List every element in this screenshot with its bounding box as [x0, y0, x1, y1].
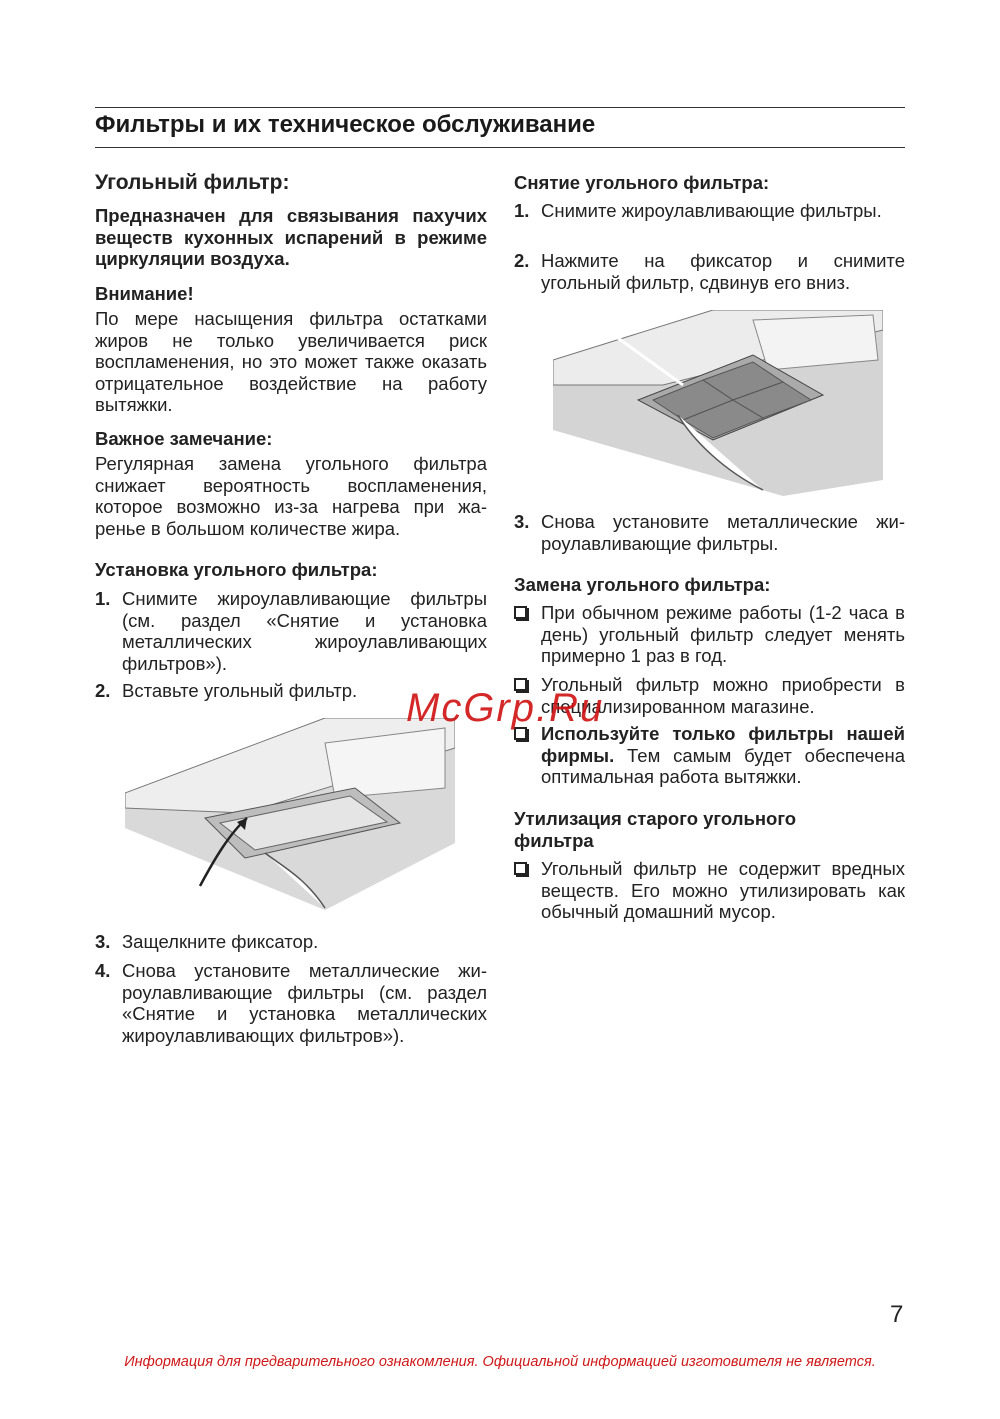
step-text: Снова установите металлические жироулавливающие фильтры. — [541, 511, 905, 554]
title-rule — [95, 147, 905, 148]
install-step — [95, 931, 487, 953]
step-number: 1. — [514, 200, 530, 221]
warning-text: По мере насыщения фильтра остатками жиров не только увеличивается риск воспламенения, но это может также оказать отрицательное воздействие на работу вытяжки. — [95, 308, 487, 415]
watermark: McGrp.Ru — [406, 686, 605, 730]
step-text: Нажмите на фиксатор и снимите угольный фильтр, сдвинув его вниз. — [541, 250, 905, 293]
note-title: Важное замечание: — [95, 428, 273, 449]
remove-step — [514, 250, 905, 293]
step-number: 1. — [95, 588, 111, 609]
replace-item — [514, 602, 905, 667]
install-title: Установка угольного фильтра: — [95, 559, 378, 580]
remove-title: Снятие угольного фильтра: — [514, 172, 770, 193]
page-title: Фильтры и их техническое обслуживание — [95, 111, 596, 138]
install-step — [95, 960, 487, 1046]
dispose-title: Утилизация старого угольного фильтра — [514, 808, 797, 851]
purpose-text: Предназначен для связывания пахучих веществ кухонных испарений в режиме циркуляции воздуха. — [95, 205, 487, 269]
replace-title: Замена угольного фильтра: — [514, 574, 771, 595]
item-text: Угольный фильтр не содержит вредных веществ. Его можно утилизировать как обычный домашний мусор. — [541, 858, 905, 922]
item-text: При обычном режиме работы (1-2 часа в день) угольный фильтр следует менять примерно 1 раз в год. — [541, 602, 905, 666]
warning-title: Внимание! — [95, 283, 194, 304]
checkbox-bullet-icon — [514, 606, 527, 619]
replace-item — [514, 723, 905, 788]
footer-disclaimer: Информация для предварительного ознакомления. Официальной информацией изготовителя не является. — [124, 1354, 876, 1370]
step-text: Снова установите металлические жироулавливающие фильтры (см. раздел «Снятие и установка металлических жироулавливающих фильтров»). — [122, 960, 487, 1046]
page-number: 7 — [890, 1301, 904, 1328]
install-step — [95, 588, 487, 674]
item-bold-text: Используйте только фильтры нашей фирмы. — [541, 723, 905, 766]
step-number: 3. — [95, 931, 111, 952]
remove-step — [514, 200, 905, 222]
step-text: Снимите жироулавливающие фильтры (см. раздел «Снятие и установка металлических жироулавливающих фильтров»). — [122, 588, 487, 674]
item-text: Угольный фильтр можно приобрести в специализированном магазине. — [541, 674, 905, 717]
step-text: Вставьте угольный фильтр. — [122, 680, 358, 701]
dispose-item — [514, 858, 905, 923]
top-rule — [95, 107, 905, 108]
step-text: Защелкните фиксатор. — [122, 931, 319, 952]
install-filter-illustration — [125, 718, 455, 910]
checkbox-bullet-icon — [514, 862, 527, 875]
step-number: 2. — [514, 250, 530, 271]
step-number: 4. — [95, 960, 111, 981]
note-text: Регулярная замена угольного фильтра снижает вероятность воспламенения, которое возможно из-за нагрева при жаренье в большом количестве жира. — [95, 453, 487, 539]
remove-filter-illustration — [553, 310, 883, 496]
step-text: Снимите жироулавливающие фильтры. — [541, 200, 882, 221]
step-number: 3. — [514, 511, 530, 532]
item-text: Тем самым будет обеспечена оптимальная работа вытяжки. — [541, 744, 905, 787]
step-number: 2. — [95, 680, 111, 701]
carbon-filter-heading: Угольный фильтр: — [95, 171, 290, 194]
remove-step — [514, 511, 905, 554]
